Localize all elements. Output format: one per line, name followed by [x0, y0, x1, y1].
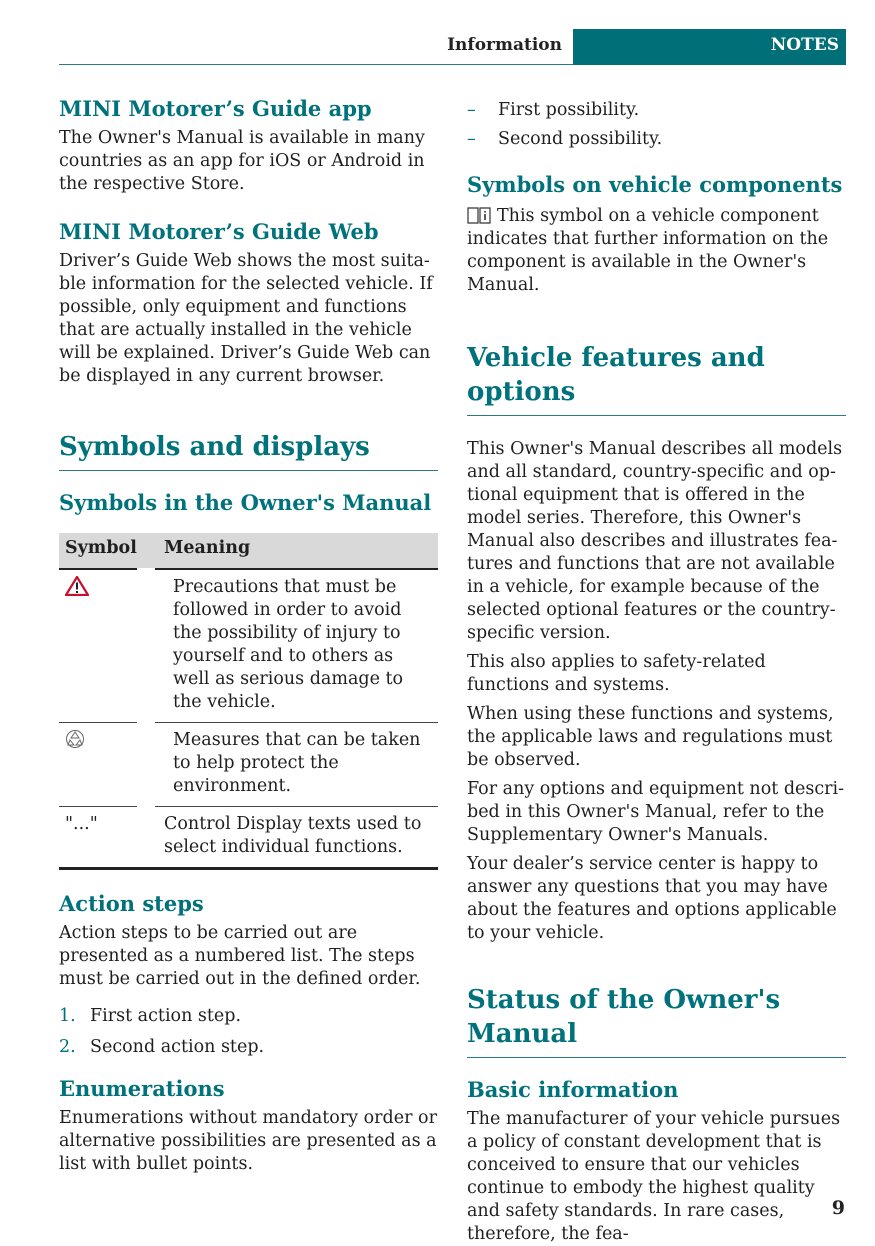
action-steps-paragraph: Action steps to be carried out are presented as a numbered list. The steps must be carried out in the defined order.	[59, 923, 421, 989]
symbols-table	[59, 533, 438, 870]
possibilities-list	[467, 99, 846, 151]
features-paragraph: This Owner's Manual describes all models and all standard, country-specific and optional equipment that is offered in the model series. Therefore, this Owner's Manual also describes and illustrates features and functions that are not available in a vehicle, for example because of the selected optional features or the country-specific version.	[467, 439, 843, 643]
list-item	[467, 128, 846, 151]
step-number: 2.	[59, 1037, 76, 1057]
symbols-manual-heading: Symbols in the Owner's Manual	[59, 490, 432, 515]
right-column	[467, 95, 846, 1246]
table-cell-symbol: "..."	[59, 807, 146, 869]
table-row	[59, 569, 438, 723]
step-text: First action step.	[90, 1006, 242, 1026]
notes-tab: NOTES	[573, 29, 846, 65]
bullet-text: First possibility.	[498, 100, 640, 120]
bullet-dash: –	[467, 100, 476, 120]
basic-info-heading: Basic information	[467, 1077, 679, 1102]
basic-info-paragraph: The manufacturer of your vehicle pursues a policy of constant development that is conceived to ensure that our vehicles continue to embody the highest quality and safety standards. In rare cases, therefore, the fea-	[467, 1109, 841, 1244]
step-text: Second action step.	[90, 1037, 265, 1057]
status-heading: Status of the Owner's Manual	[467, 983, 846, 1058]
table-cell-meaning: Precautions that must be followed in order to avoid the possibility of injury to yourself and to others as well as serious damage to the vehicle.	[146, 569, 438, 723]
table-cell-symbol	[59, 569, 146, 723]
table-row	[59, 807, 438, 869]
features-paragraph: This also applies to safety-related functions and systems.	[467, 652, 766, 695]
bullet-text: Second possibility.	[498, 129, 663, 149]
left-column	[59, 95, 438, 1176]
table-row	[59, 723, 438, 807]
web-paragraph: Driver’s Guide Web shows the most suitable information for the selected vehicle. If possible, only equipment and functions that are actually installed in the vehicle will be explained. Driver’s Guide Web can be displayed in any current browser.	[59, 251, 433, 386]
table-cell-meaning: Measures that can be taken to help protect the environment.	[146, 723, 438, 807]
components-text: This symbol on a vehicle component indicates that further information on the component is available in the Owner's Manual.	[467, 206, 829, 295]
components-paragraph	[467, 205, 846, 297]
page-number: 9	[831, 1197, 845, 1219]
list-item	[467, 99, 846, 122]
components-heading: Symbols on vehicle components	[467, 172, 843, 197]
page-header	[59, 29, 846, 65]
table-cell-meaning: Control Display texts used to select individual functions.	[146, 807, 438, 869]
features-heading: Vehicle features and options	[467, 341, 846, 416]
table-header-symbol: Symbol	[59, 533, 146, 569]
list-item	[59, 1005, 438, 1028]
enumerations-heading: Enumerations	[59, 1076, 225, 1101]
action-steps-heading: Action steps	[59, 891, 204, 916]
step-number: 1.	[59, 1006, 76, 1026]
features-paragraph: Your dealer’s service center is happy to answer any questions that you may have about the features and options applicable to your vehicle.	[467, 854, 837, 943]
manual-book-icon	[467, 206, 491, 224]
web-heading: MINI Motorer’s Guide Web	[59, 219, 379, 244]
warning-triangle-icon	[65, 576, 89, 596]
recycle-icon	[65, 729, 85, 749]
enumerations-paragraph: Enumerations without mandatory order or alternative possibilities are presented as a list with bullet points.	[59, 1108, 437, 1174]
features-paragraph: When using these functions and systems, the applicable laws and regulations must be observed.	[467, 704, 834, 770]
table-cell-symbol	[59, 723, 146, 807]
symbols-heading: Symbols and displays	[59, 430, 438, 471]
list-item	[59, 1036, 438, 1059]
features-paragraph: For any options and equipment not described in this Owner's Manual, refer to the Supplementary Owner's Manuals.	[467, 779, 845, 845]
section-title: Information	[447, 35, 562, 55]
app-paragraph: The Owner's Manual is available in many countries as an app for iOS or Android in the respective Store.	[59, 128, 425, 194]
bullet-dash: –	[467, 129, 476, 149]
app-heading: MINI Motorer’s Guide app	[59, 96, 372, 121]
table-header-meaning: Meaning	[146, 533, 438, 569]
action-steps-list	[59, 1005, 438, 1059]
